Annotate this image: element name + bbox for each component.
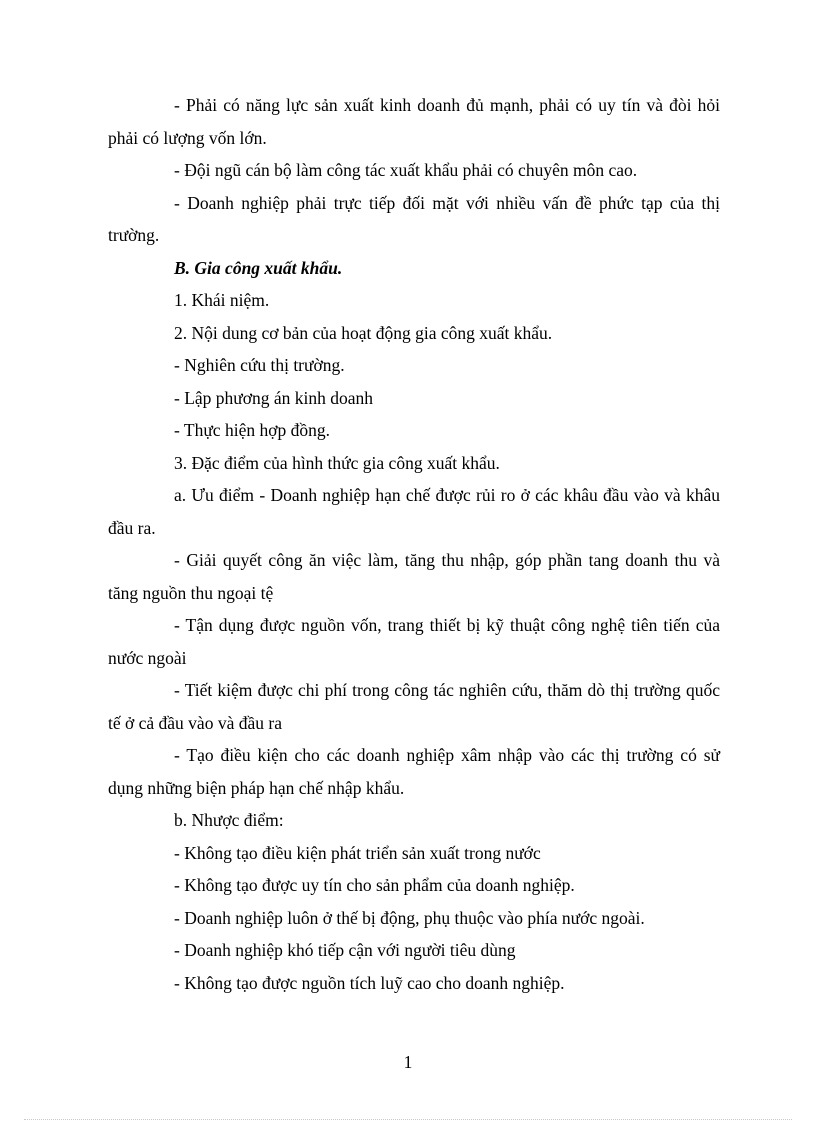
list-item: - Lập phương án kinh doanh — [174, 387, 374, 408]
paragraph-requirements-market: - Doanh nghiệp phải trực tiếp đối mặt với nhiều vấn đề phức tạp của thị trường. — [108, 192, 720, 245]
list-item: a. Ưu điểm - Doanh nghiệp hạn chế được rủi ro ở các khâu đầu vào và khâu đầu ra. — [108, 485, 720, 538]
list-item: - Tạo điều kiện cho các doanh nghiệp xâm nhập vào các thị trường có sử dụng những biện pháp hạn chế nhập khẩu. — [108, 745, 720, 798]
list-item: - Tiết kiệm được chi phí trong công tác nghiên cứu, thăm dò thị trường quốc tế ở cả đầu vào và đầu ra — [108, 680, 720, 733]
list-item: - Tận dụng được nguồn vốn, trang thiết bị kỹ thuật công nghệ tiên tiến của nước ngoài — [108, 615, 720, 668]
list-item: 3. Đặc điểm của hình thức gia công xuất khẩu. — [174, 452, 500, 473]
list-item: - Không tạo điều kiện phát triển sản xuất trong nước — [174, 842, 541, 863]
list-item: - Doanh nghiệp khó tiếp cận với người tiêu dùng — [174, 940, 516, 960]
list-item: - Nghiên cứu thị trường. — [174, 355, 345, 375]
section-heading: B. Gia công xuất khẩu. — [174, 257, 343, 278]
list-item: b. Nhược điểm: — [174, 810, 284, 830]
list-item: - Không tạo được nguồn tích luỹ cao cho doanh nghiệp. — [174, 972, 565, 993]
paragraph-requirements-capacity: - Phải có năng lực sản xuất kinh doanh đủ mạnh, phải có uy tín và đòi hỏi phải có lượng vốn lớn. — [108, 95, 720, 148]
document-body — [108, 89, 720, 999]
page-number: 1 — [403, 1052, 413, 1072]
paragraph-requirements-staff: - Đội ngũ cán bộ làm công tác xuất khẩu phải có chuyên môn cao. — [174, 160, 638, 180]
list-item: 1. Khái niệm. — [174, 290, 270, 310]
page-bottom-divider — [24, 1119, 792, 1120]
list-item: - Không tạo được uy tín cho sản phẩm của doanh nghiệp. — [174, 875, 575, 895]
list-item: - Doanh nghiệp luôn ở thế bị động, phụ thuộc vào phía nước ngoài. — [174, 907, 645, 928]
list-item: 2. Nội dung cơ bản của hoạt động gia công xuất khẩu. — [174, 322, 553, 343]
list-item: - Thực hiện hợp đồng. — [174, 420, 330, 440]
list-item: - Giải quyết công ăn việc làm, tăng thu nhập, góp phần tang doanh thu và tăng nguồn thu ngoại tệ — [108, 550, 720, 603]
